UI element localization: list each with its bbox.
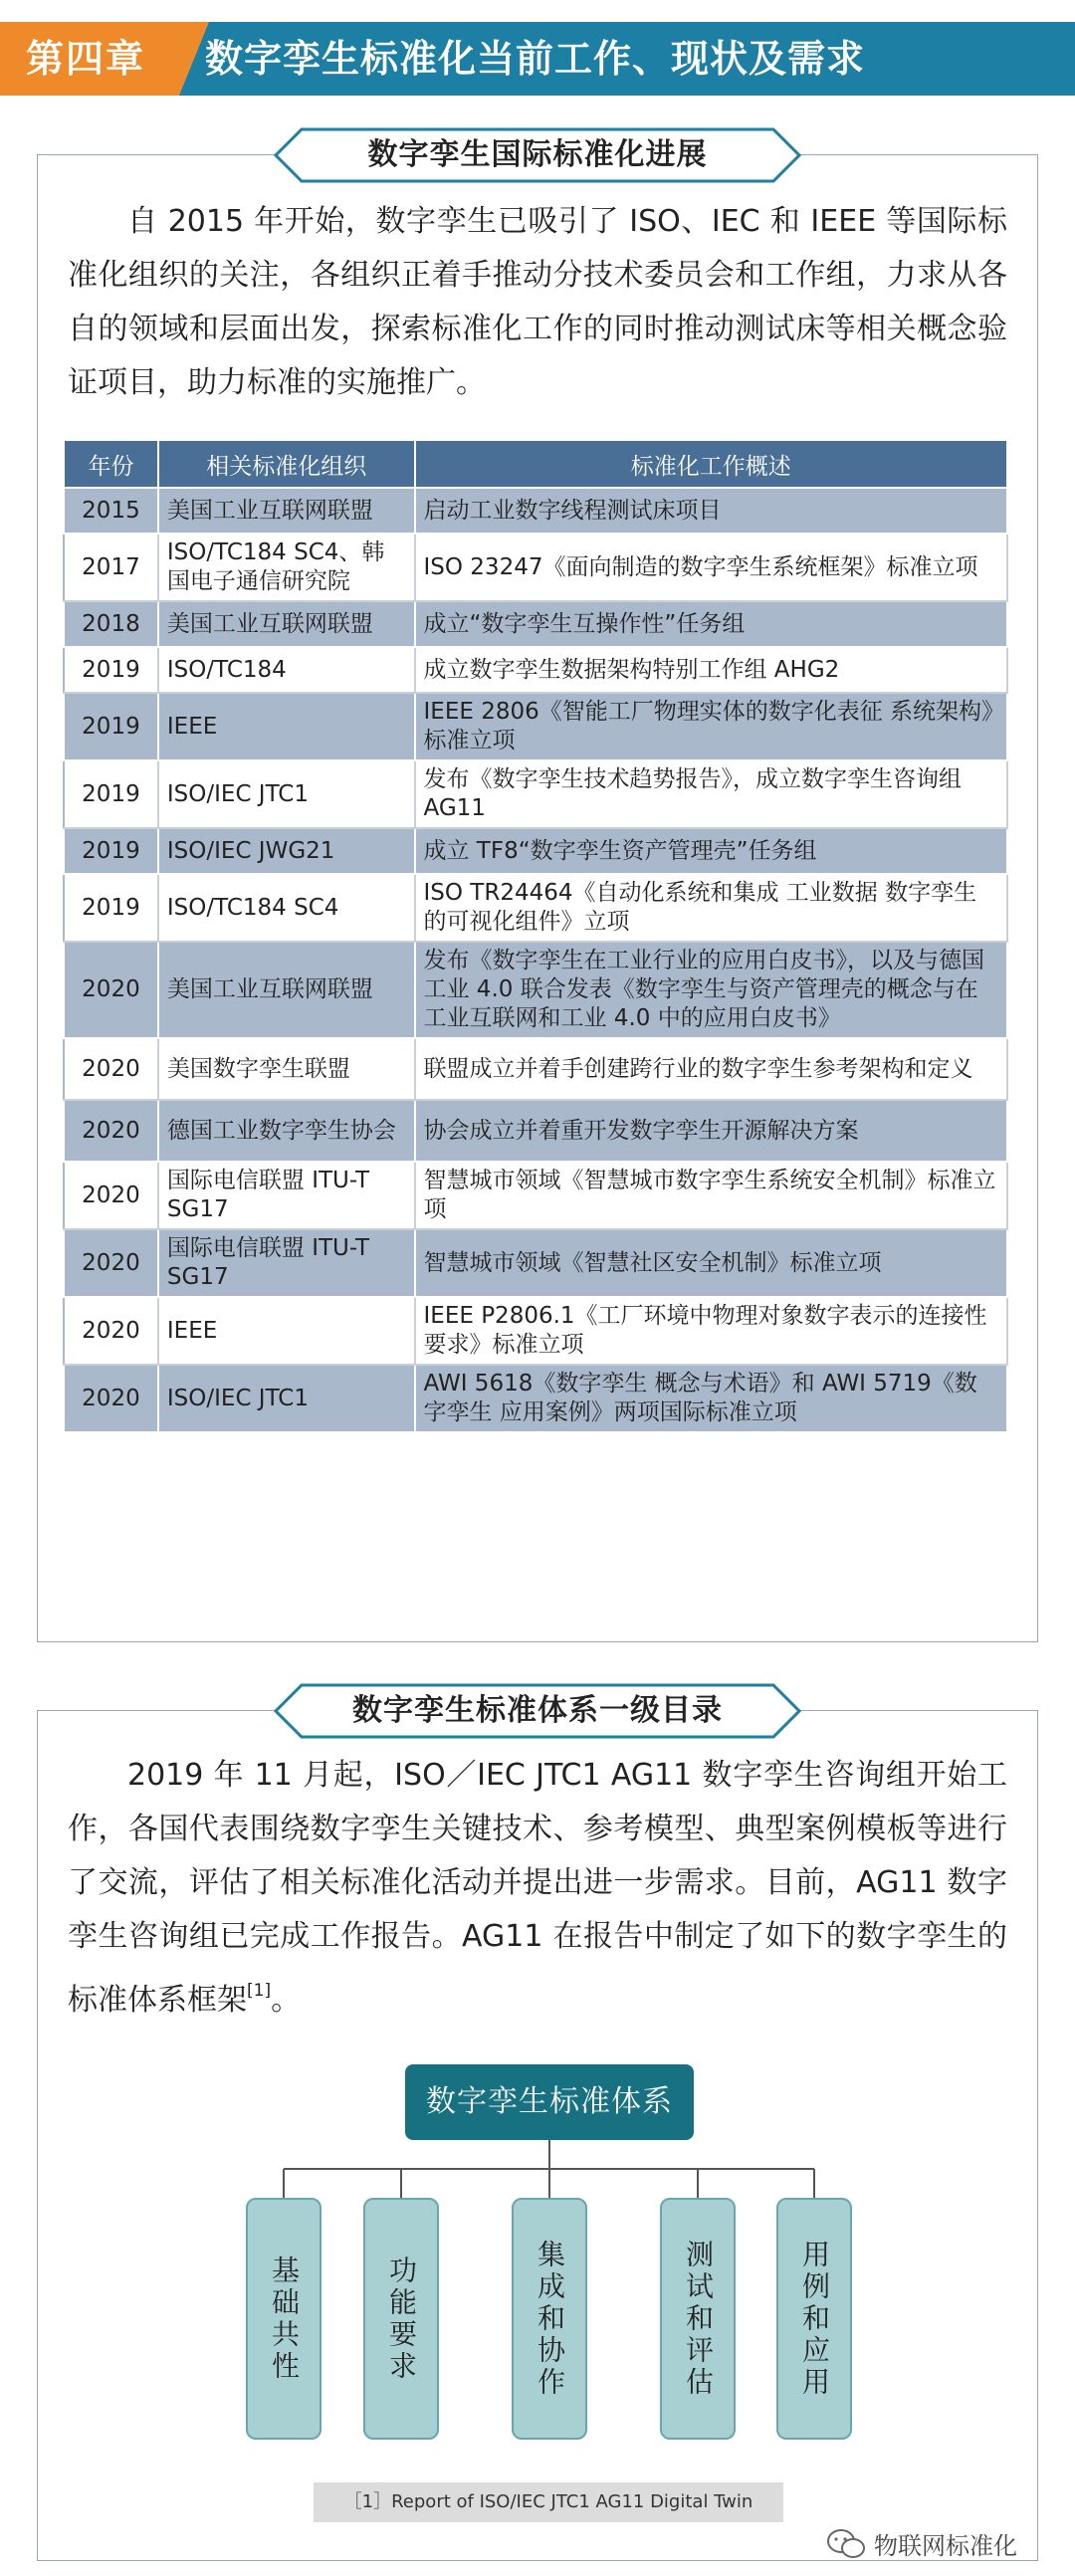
table-row	[64, 828, 1007, 874]
chapter-header	[0, 22, 1075, 96]
section-heading-badge	[274, 127, 801, 183]
table-cell-desc: 成立 TF8“数字孪生资产管理壳”任务组	[415, 828, 1008, 874]
table-cell-desc: IEEE 2806《智能工厂物理实体的数字化表征 系统架构》标准立项	[415, 693, 1008, 760]
diagram-node-testing: 测试和评估	[660, 2198, 736, 2440]
column-header-desc: 标准化工作概述	[415, 440, 1008, 488]
table-cell-desc: 成立数字孪生数据架构特别工作组 AHG2	[415, 647, 1008, 693]
table-cell-year: 2019	[64, 647, 158, 693]
paragraph-text: 2019 年 11 月起，ISO／IEC JTC1 AG11 数字孪生咨询组开始工作，各国代表围绕数字孪生关键技术、参考模型、典型案例模板等进行了交流，评估了相关标准化活动并提出进一步需求。目前，AG11 数字孪生咨询组已完成工作报告。AG11 在报告中制定了如下的数字孪生的标准体系框架	[68, 1758, 1007, 2018]
diagram-node-usecase: 用例和应用	[776, 2198, 852, 2440]
table-row	[64, 1100, 1007, 1162]
table-cell-org: 美国数字孪生联盟	[158, 1038, 415, 1100]
section-heading: 数字孪生国际标准化进展	[367, 137, 708, 172]
table-cell-year: 2019	[64, 693, 158, 760]
footnote-mark: [1]	[247, 1981, 272, 2001]
table-row	[64, 488, 1007, 534]
table-cell-desc: 发布《数字孪生在工业行业的应用白皮书》，以及与德国工业 4.0 联合发表《数字孪生与资产管理壳的概念与在工业互联网和工业 4.0 中的应用白皮书》	[415, 942, 1008, 1038]
table-cell-org: ISO/TC184 SC4、韩国电子通信研究院	[158, 534, 415, 601]
diagram-node-integration: 集成和协作	[512, 2198, 587, 2440]
table-row	[64, 874, 1007, 942]
intro-paragraph: 自 2015 年开始，数字孪生已吸引了 ISO、IEC 和 IEEE 等国际标准化组织的关注，各组织正着手推动分技术委员会和工作组，力求从各自的领域和层面出发，探索标准化工作的同时推动测试床等相关概念验证项目，助力标准的实施推广。	[68, 204, 1007, 400]
section-heading: 数字孪生标准体系一级目录	[352, 1693, 723, 1728]
reference-caption: ［1］Report of ISO/IEC JTC1 AG11 Digital Twin	[314, 2482, 783, 2522]
table-row	[64, 1162, 1007, 1229]
table-cell-desc: 启动工业数字线程测试床项目	[415, 488, 1008, 534]
table-row	[64, 647, 1007, 693]
table-cell-desc: 智慧城市领域《智慧社区安全机制》标准立项	[415, 1229, 1008, 1297]
table-row	[64, 1038, 1007, 1100]
table-cell-year: 2020	[64, 1297, 158, 1365]
table-cell-year: 2019	[64, 760, 158, 828]
table-cell-org: ISO/IEC JWG21	[158, 828, 415, 874]
column-header-org: 相关标准化组织	[158, 440, 415, 488]
standardization-table	[63, 439, 1008, 1433]
table-cell-org: 国际电信联盟 ITU-T SG17	[158, 1229, 415, 1297]
table-cell-desc: 智慧城市领域《智慧城市数字孪生系统安全机制》标准立项	[415, 1162, 1008, 1229]
table-cell-org: 美国工业互联网联盟	[158, 601, 415, 647]
section-standard-system	[37, 1693, 1038, 2561]
table-cell-org: ISO/TC184	[158, 647, 415, 693]
wechat-icon	[826, 2528, 866, 2560]
table-row	[64, 1365, 1007, 1432]
table-cell-org: ISO/IEC JTC1	[158, 760, 415, 828]
standard-system-diagram	[38, 1711, 1039, 2562]
table-row	[64, 942, 1007, 1038]
table-cell-org: ISO/TC184 SC4	[158, 874, 415, 942]
table-cell-desc: AWI 5618《数字孪生 概念与术语》和 AWI 5719《数字孪生 应用案例》两项国际标准立项	[415, 1365, 1008, 1432]
table-cell-year: 2020	[64, 1365, 158, 1432]
watermark	[826, 2526, 1017, 2561]
table-cell-year: 2019	[64, 828, 158, 874]
table-cell-org: IEEE	[158, 693, 415, 760]
chapter-label: 第四章	[26, 37, 146, 81]
table-cell-year: 2020	[64, 942, 158, 1038]
table-cell-year: 2020	[64, 1229, 158, 1297]
table-row	[64, 693, 1007, 760]
table-row	[64, 601, 1007, 647]
table-cell-desc: ISO TR24464《自动化系统和集成 工业数据 数字孪生的可视化组件》立项	[415, 874, 1008, 942]
table-cell-year: 2019	[64, 874, 158, 942]
table-cell-desc: 协会成立并着重开发数字孪生开源解决方案	[415, 1100, 1008, 1162]
watermark-text: 物联网标准化	[874, 2532, 1017, 2560]
diagram-node-basic: 基础共性	[246, 2198, 322, 2440]
table-row	[64, 760, 1007, 828]
diagram-root-node: 数字孪生标准体系	[405, 2064, 694, 2140]
table-cell-desc: IEEE P2806.1《工厂环境中物理对象数字表示的连接性要求》标准立项	[415, 1297, 1008, 1365]
table-cell-year: 2020	[64, 1162, 158, 1229]
section-international-progress	[37, 137, 1038, 1642]
table-cell-org: 德国工业数字孪生协会	[158, 1100, 415, 1162]
table-row	[64, 534, 1007, 601]
table-cell-year: 2017	[64, 534, 158, 601]
table-cell-org: 美国工业互联网联盟	[158, 942, 415, 1038]
table-cell-desc: 发布《数字孪生技术趋势报告》，成立数字孪生咨询组 AG11	[415, 760, 1008, 828]
table-cell-org: 国际电信联盟 ITU-T SG17	[158, 1162, 415, 1229]
table-cell-desc: 成立“数字孪生互操作性”任务组	[415, 601, 1008, 647]
column-header-year: 年份	[64, 440, 158, 488]
table-cell-org: ISO/IEC JTC1	[158, 1365, 415, 1432]
table-row	[64, 1297, 1007, 1365]
table-cell-year: 2020	[64, 1038, 158, 1100]
paragraph-end: 。	[271, 1983, 302, 2018]
table-cell-desc: ISO 23247《面向制造的数字孪生系统框架》标准立项	[415, 534, 1008, 601]
table-header-row	[64, 440, 1007, 488]
diagram-node-function: 功能要求	[363, 2198, 439, 2440]
table-row	[64, 1229, 1007, 1297]
table-cell-org: 美国工业互联网联盟	[158, 488, 415, 534]
chapter-title: 数字孪生标准化当前工作、现状及需求	[205, 37, 866, 81]
table-cell-org: IEEE	[158, 1297, 415, 1365]
table-cell-year: 2020	[64, 1100, 158, 1162]
table-cell-desc: 联盟成立并着手创建跨行业的数字孪生参考架构和定义	[415, 1038, 1008, 1100]
table-cell-year: 2015	[64, 488, 158, 534]
table-cell-year: 2018	[64, 601, 158, 647]
